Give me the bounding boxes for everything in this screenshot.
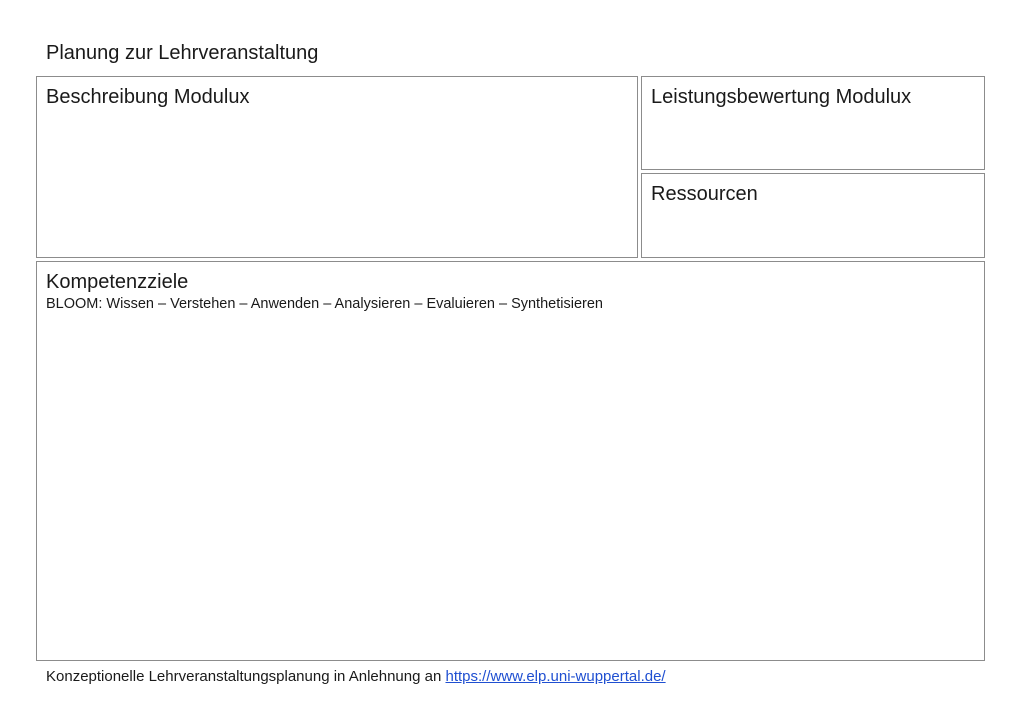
footer-text: Konzeptionelle Lehrveranstaltungsplanung in Anlehnung an xyxy=(46,668,446,685)
leistungsbewertung-box[interactable] xyxy=(641,76,985,170)
ressourcen-box[interactable] xyxy=(641,173,985,258)
bloom-taxonomy-line: BLOOM: Wissen – Verstehen – Anwenden – Analysieren – Evaluieren – Synthetisieren xyxy=(46,296,603,312)
footer-note xyxy=(46,667,666,687)
ressourcen-heading: Ressourcen xyxy=(651,183,758,205)
kompetenzziele-heading: Kompetenzziele xyxy=(46,271,189,293)
leistungsbewertung-heading: Leistungsbewertung Modulux xyxy=(651,86,912,108)
kompetenzziele-box[interactable] xyxy=(36,261,985,661)
page-title: Planung zur Lehrveranstaltung xyxy=(46,42,319,64)
beschreibung-box[interactable] xyxy=(36,76,638,258)
beschreibung-heading: Beschreibung Modulux xyxy=(46,86,250,108)
elp-link[interactable]: https://www.elp.uni-wuppertal.de/ xyxy=(445,668,666,685)
